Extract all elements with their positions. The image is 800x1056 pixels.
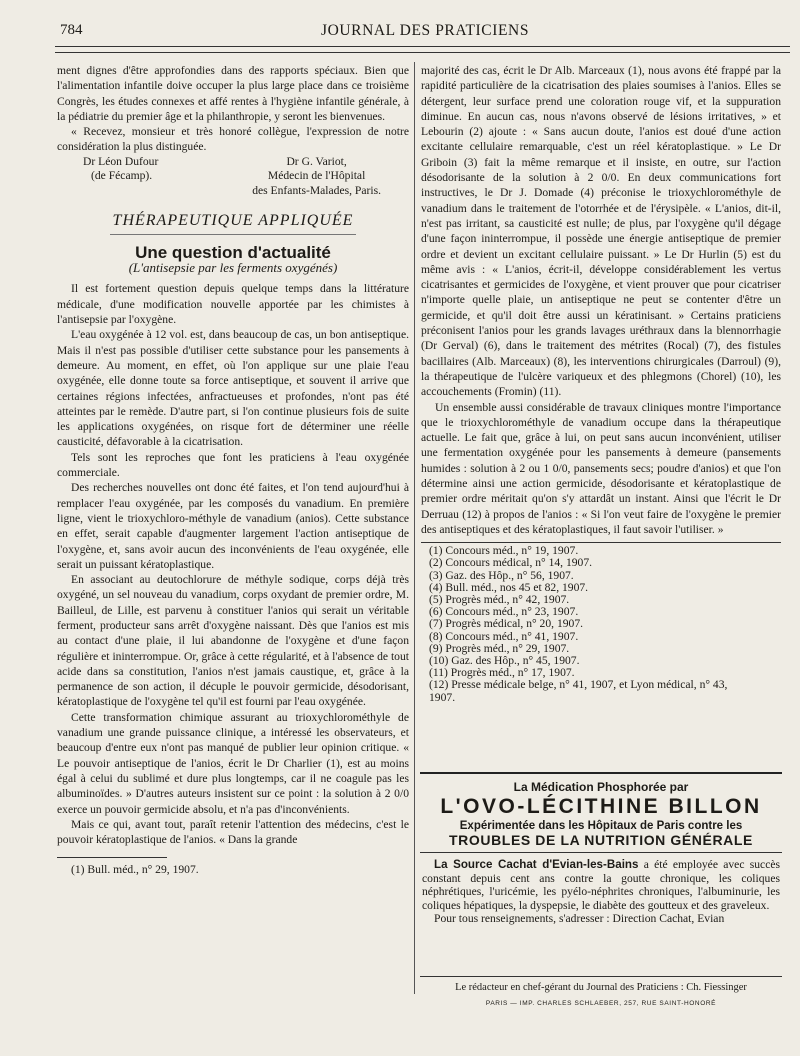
article-title: Une question d'actualité — [135, 242, 331, 262]
signature-right: Dr G. Variot, Médecin de l'Hôpital des Enfants-Malades, Paris. — [252, 154, 381, 197]
body-paragraph: Il est fortement question depuis quelque temps dans la littérature médicale, d'une modification nouvelle apportée par les chimistes à l'antisepsie par l'oxygène. — [57, 282, 409, 327]
ad-product-name: L'OVO-LÉCITHINE BILLON — [440, 795, 762, 818]
reference-item: (1) Concours méd., n° 19, 1907. — [429, 544, 579, 558]
page-number: 784 — [60, 22, 83, 38]
intro-paragraph: « Recevez, monsieur et très honoré collègue, l'expression de notre considération la plus distinguée. — [57, 125, 409, 154]
ad-text: a été employée avec succès constant depuis cent ans contre la goutte chronique, les coliques néphrétiques, l'uricémie, les pyélo-néphrites chroniques, l'albuminurie, les coliques hépatiques, la dyspepsie, le diabète des goutteux et des graveleux. — [422, 858, 780, 912]
section-heading: THÉRAPEUTIQUE APPLIQUÉE — [112, 211, 354, 229]
ad-brand: La Source Cachat d'Evian-les-Bains — [434, 858, 639, 871]
signature-left: Dr Léon Dufour (de Fécamp). — [83, 154, 159, 183]
reference-item: (6) Concours méd., n° 23, 1907. — [429, 605, 579, 619]
body-paragraph: En associant au deutochlorure de méthyle sodique, corps déjà très oxygéné, un sel nouveau du vanadium, corps oxydant de premier ordre, M. Bailleul, de Lille, est parvenu à constituer l'anios qui serait un véritable ferment, producteur sans arrêt d'oxygène naissant. Dès que l'anios est mis au contact d'une plaie, il lui abandonne de l'oxygène et d'une façon régulière et ininterrompue. Or, grâce à cette régularité, et à l'absence de tout acide dans sa constitution, l'anios n'est jamais caustique, et, grâce à la permanence de son action, il décuple le pouvoir germicide, désodorisant, kératoplastique de l'oxygène tel qu'il est fourni par l'eau oxygénée. — [57, 573, 409, 709]
reference-item: (4) Bull. méd., nos 45 et 82, 1907. — [429, 580, 589, 594]
intro-paragraph: ment dignes d'être approfondies dans des rapports spéciaux. Bien que l'alimentation infantile doive occuper la plus large place dans ce troisième Congrès, les études connexes et affé rentes à l'hygiène infantile générale, à la pédiatrie du premier âge et la philanthropie, y seront les bienvenues. — [57, 64, 409, 123]
left-column — [57, 63, 409, 877]
editor-line: Le rédacteur en chef-gérant du Journal des Praticiens : Ch. Fiessinger — [420, 976, 782, 993]
right-column — [421, 63, 781, 704]
column-divider — [414, 62, 415, 994]
page-header — [60, 22, 790, 44]
signatures — [59, 155, 407, 199]
body-paragraph: L'eau oxygénée à 12 vol. est, dans beaucoup de cas, un bon antiseptique. Mais il n'est pas possible d'utiliser cette substance pour les pansements à demeure. Au moment, en effet, où l'on applique sur une plaie l'eau oxygénée, elle donne toute sa force antiseptique, et souvent il arrive que certaines régions infectées, anfractueuses et profondes, n'ont pas été atteintes par le remède. D'autre part, si l'on continue plusieurs fois de suite les applications oxygénées, on risque fort de déterminer une réelle causticité, défavorable à la cicatrisation. — [57, 328, 409, 449]
body-paragraph: Des recherches nouvelles ont donc été faites, et l'on tend aujourd'hui à remplacer l'eau oxygénée, par les composés du vanadium. En première ligne, vient le trioxychloro-méthyle de vanadium (anios). Cette substance en effet, serait capable d'augmenter largement l'action antiseptique de l'oxygène, et, sans avoir aucun des inconvénients de l'eau oxygénée, elle serait un puissant kératoplastique. — [57, 481, 409, 571]
reference-item: (12) Presse médicale belge, n° 41, 1907, et Lyon médical, n° 43, — [429, 678, 728, 692]
article-subtitle: (L'antisepsie par les ferments oxygénés) — [128, 260, 338, 276]
journal-title: JOURNAL DES PRATICIENS — [320, 22, 530, 39]
reference-item: (9) Progrès méd., n° 29, 1907. — [429, 641, 570, 655]
advertisement-ovo-lecithine — [420, 772, 782, 853]
footnote: (1) Bull. méd., n° 29, 1907. — [71, 863, 199, 877]
advertisement-source-cachat — [422, 858, 780, 926]
header-rule-thin — [55, 52, 790, 53]
reference-item: (11) Progrès méd., n° 17, 1907. — [429, 666, 575, 680]
header-rule — [55, 46, 790, 47]
ad-contact: Pour tous renseignements, s'adresser : Direction Cachat, Evian — [434, 912, 725, 926]
reference-item: (8) Concours méd., n° 41, 1907. — [429, 629, 579, 643]
body-paragraph: Mais ce qui, avant tout, paraît retenir l'attention des médecins, c'est le pouvoir kératoplastique de l'anios. « Dans la grande — [57, 817, 409, 847]
body-paragraph: Tels sont les reproches que font les praticiens à l'eau oxygénée commerciale. — [57, 450, 409, 480]
ad-line: TROUBLES DE LA NUTRITION GÉNÉRALE — [449, 832, 753, 848]
reference-item: (2) Concours médical, n° 14, 1907. — [429, 556, 593, 570]
references-list — [421, 542, 781, 704]
body-paragraph: majorité des cas, écrit le Dr Alb. Marceaux (1), nous avons été frappé par la rapidité particulière de la cicatrisation des plaies soumises à l'anios. Elles se détergent, leur surface prend une coloration rouge vif, et la suppuration diminue. En aucun cas, nous n'avons observé de lésions irritatives, » et Lebourin (2) ajoute : « Sans aucun doute, l'anios est doué d'une action excitante cellulaire remarquable, c'est un réel kératoplastique. » Le Dr Griboin (3) fait la même remarque et il insiste, en outre, sur l'action désodorisante de la solution à 2 0/0. En deux communications fort instructives, le Dr J. Domade (4) préconise le trioxychlorométhyle de vanadium dans le traitement de l'otorrhée et de l'érysipèle. « L'anios, dit-il, n'est pas irritant, sa causticité est nulle; de plus, par l'oxygène qu'il dégage d'une façon ininterrompue, il possède une énergie antiseptique de premier ordre et devient un excitant cellulaire puissant. » Le Dr Hurlin (5) est du même avis : « L'anios, écrit-il, développe considérablement les vertus cicatrisantes et germicides de l'oxygène, et vient prouver que pour cicatriser n'importe quelle plaie, un antiseptique ne peut se contenter d'être un germicide, et qu'il doit être aussi un kératinisant. » Certains praticiens préconisent l'anios pour les grands lavages uréthraux dans la blennorrhagie (Dr Gerval) (6), dans le traitement des métrites (Rocal) (7), des fistules bacillaires (Alb. Marceaux) (8), les interventions chirurgicales (Darroul) (9), la thérapeutique de l'ulcère variqueux et des phlegmons (Chorel) (10), les accouchements (Fromin) (11). — [421, 64, 781, 399]
section-rule — [110, 234, 356, 235]
body-paragraph: Cette transformation chimique assurant au trioxychlorométhyle de vanadium une grande puissance clinique, a intéressé les observateurs, et beaucoup d'entre eux n'ont pas manqué de publier leur opinion critique. « Le pouvoir antiseptique de l'anios, écrit le Dr Charlier (1), est au moins égal à celui du sublimé et dure plus longtemps, car il ne coagule pas les albuminoïdes. » D'autres auteurs insistent sur ce point : la solution à 2 0/0 exerce un pouvoir germicide absolu, et n'a pas d'inconvénients. — [57, 710, 409, 816]
reference-item: (3) Gaz. des Hôp., n° 56, 1907. — [429, 568, 574, 582]
body-paragraph: Un ensemble aussi considérable de travaux cliniques montre l'importance que le trioxychlorométhyle de vanadium occupe dans la thérapeutique actuelle. Le fait que, grâce à lui, on peut sans aucun inconvénient, utiliser une fermentation oxygénée pour les pansements à demeure (pansements humides : solution à 2 ou 1 0/0, pansements secs; poudre d'anios) et que l'on détermine ainsi une action germicide, désodorisante et kératoplastique de premier ordre méritait qu'on s'y attardât un instant. Ainsi que l'écrit le Dr Derruau (12) à propos de l'anios : « Si l'on veut faire de l'oxygène le premier des antiseptiques et des kératoplastiques, il faut savoir l'utiliser. » — [421, 400, 781, 536]
reference-item: 1907. — [429, 690, 456, 704]
ad-line: La Médication Phosphorée par — [513, 780, 689, 794]
ad-line: Expérimentée dans les Hôpitaux de Paris contre les — [459, 820, 743, 832]
printer-line: PARIS — IMP. CHARLES SCHLAEBER, 257, RUE SAINT-HONORÉ — [485, 1000, 717, 1007]
reference-item: (10) Gaz. des Hôp., n° 45, 1907. — [429, 654, 580, 668]
footnote-rule — [57, 857, 167, 858]
reference-item: (7) Progrès médical, n° 20, 1907. — [429, 617, 584, 631]
reference-item: (5) Progrès méd., n° 42, 1907. — [429, 593, 570, 607]
